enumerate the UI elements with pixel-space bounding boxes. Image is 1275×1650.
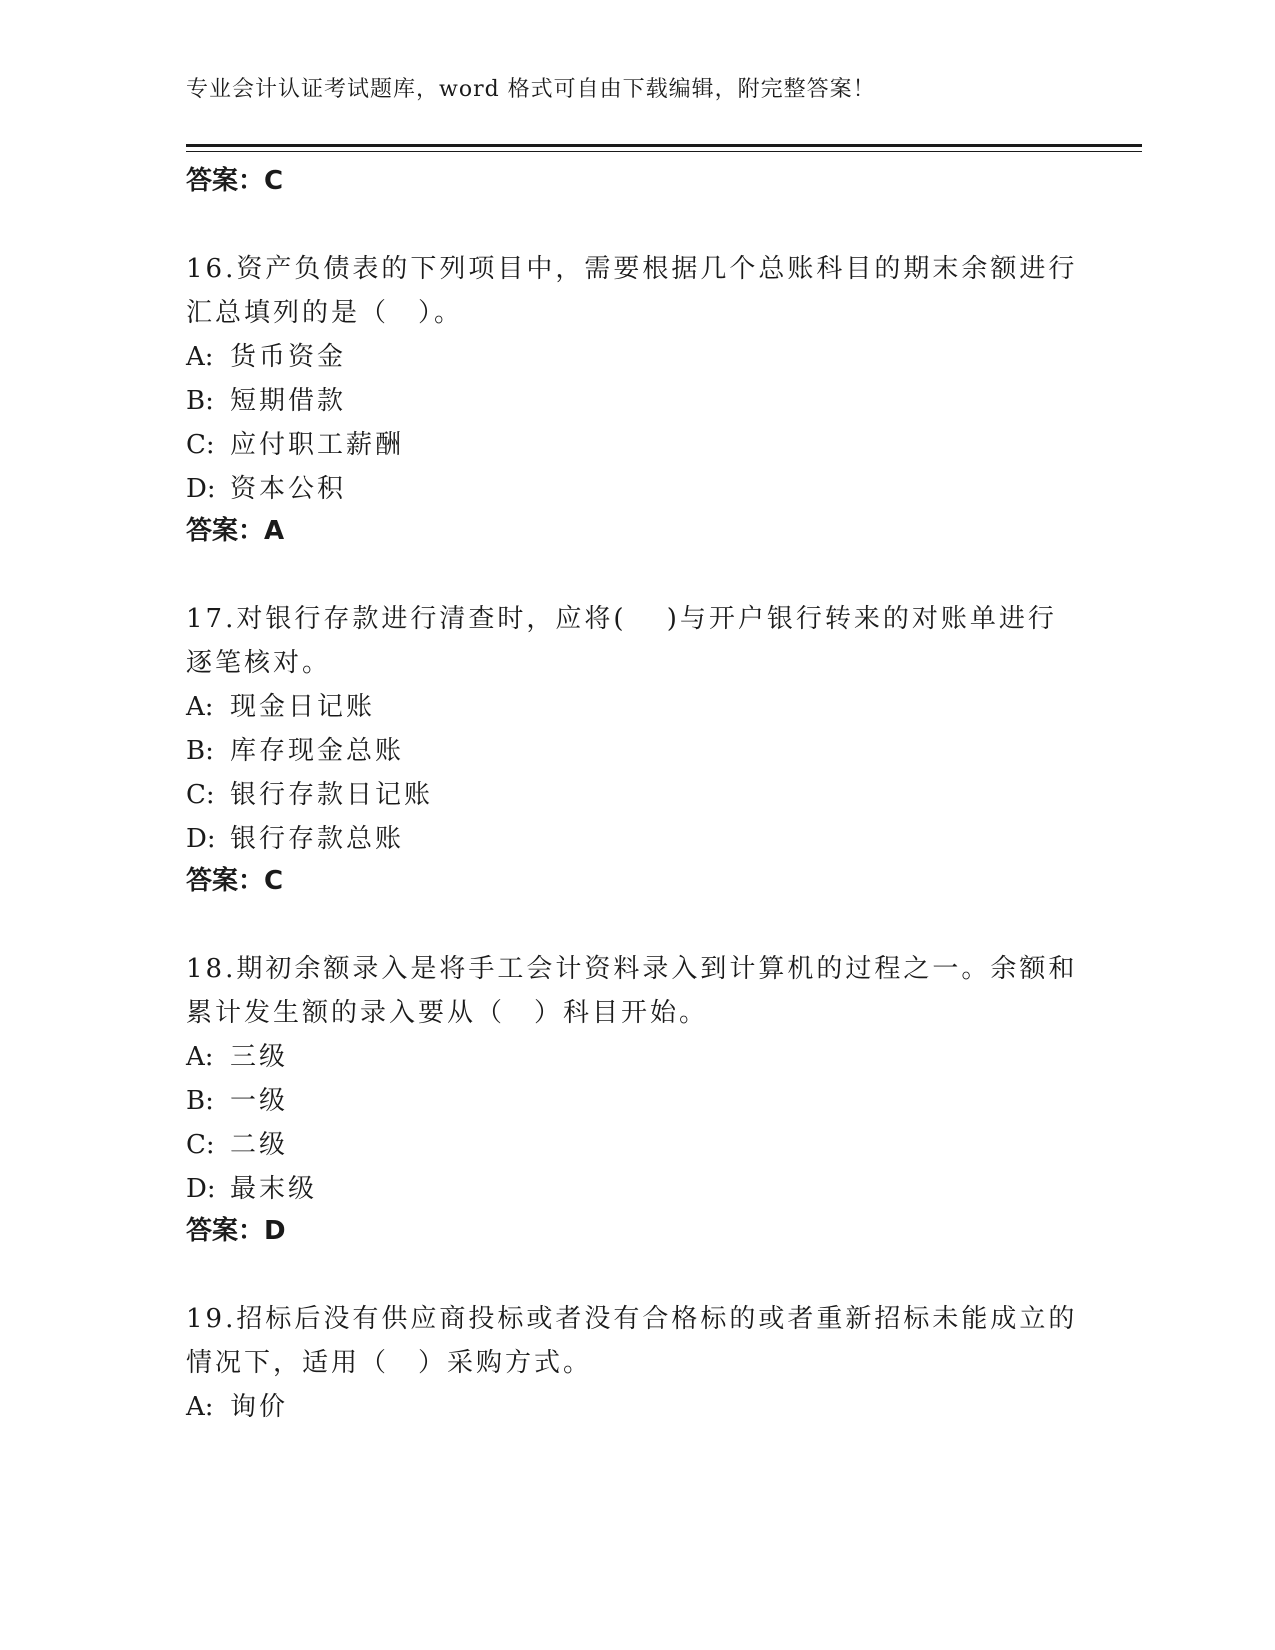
option-text: 库存现金总账: [230, 736, 405, 766]
option-label: B:: [186, 736, 214, 766]
option-label: A:: [186, 342, 214, 372]
option-label: C:: [186, 1130, 215, 1160]
question-17-option-a: [186, 686, 375, 723]
option-text: 资本公积: [230, 474, 347, 504]
question-19-line-1: 19.招标后没有供应商投标或者没有合格标的或者重新招标未能成立的: [186, 1304, 1078, 1334]
option-text: 银行存款总账: [230, 824, 405, 854]
option-label: D:: [186, 474, 216, 504]
option-label: A:: [186, 1042, 214, 1072]
question-19-option-a: [186, 1386, 288, 1423]
question-16-option-a: [186, 336, 346, 373]
option-text: 询价: [230, 1392, 289, 1422]
option-text: 货币资金: [230, 342, 347, 372]
question-17-option-d: [186, 818, 404, 855]
question-18-option-d: [186, 1168, 317, 1205]
option-text: 应付职工薪酬: [230, 430, 405, 460]
question-17-option-c: [186, 774, 433, 811]
option-label: A:: [186, 1392, 214, 1422]
question-19-line-2: 情况下，适用（ ）采购方式。: [186, 1348, 593, 1378]
option-text: 二级: [230, 1130, 289, 1160]
question-17-answer: 答案：C: [186, 866, 284, 896]
option-text: 现金日记账: [230, 692, 376, 722]
question-17-option-b: [186, 730, 404, 767]
header-rule-thick: [186, 144, 1142, 147]
option-label: D:: [186, 1174, 216, 1204]
option-label: D:: [186, 824, 216, 854]
question-16-line-2: 汇总填列的是（ ）。: [186, 298, 464, 328]
question-16-option-b: [186, 380, 346, 417]
question-17-line-2: 逐笔核对。: [186, 648, 332, 678]
question-17-line-1: 17.对银行存款进行清查时，应将( )与开户银行转来的对账单进行: [186, 604, 1057, 634]
question-16-option-c: [186, 424, 404, 461]
prev-answer: 答案：C: [186, 166, 284, 196]
question-18-option-b: [186, 1080, 288, 1117]
question-18-answer: 答案：D: [186, 1216, 286, 1246]
option-text: 短期借款: [230, 386, 347, 416]
option-text: 三级: [230, 1042, 289, 1072]
header-rule-thin: [186, 151, 1142, 152]
option-label: C:: [186, 430, 215, 460]
question-18-option-a: [186, 1036, 288, 1073]
question-18-line-1: 18.期初余额录入是将手工会计资料录入到计算机的过程之一。余额和: [186, 954, 1078, 984]
option-label: C:: [186, 780, 215, 810]
question-18-option-c: [186, 1124, 288, 1161]
page-header: 专业会计认证考试题库，word 格式可自由下载编辑，附完整答案！: [186, 77, 876, 102]
option-label: B:: [186, 1086, 214, 1116]
question-16-line-1: 16.资产负债表的下列项目中，需要根据几个总账科目的期末余额进行: [186, 254, 1078, 284]
question-18-line-2: 累计发生额的录入要从（ ）科目开始。: [186, 998, 709, 1028]
option-label: A:: [186, 692, 214, 722]
option-label: B:: [186, 386, 214, 416]
option-text: 一级: [230, 1086, 289, 1116]
option-text: 银行存款日记账: [230, 780, 434, 810]
question-16-answer: 答案：A: [186, 516, 285, 546]
question-16-option-d: [186, 468, 346, 505]
option-text: 最末级: [230, 1174, 318, 1204]
